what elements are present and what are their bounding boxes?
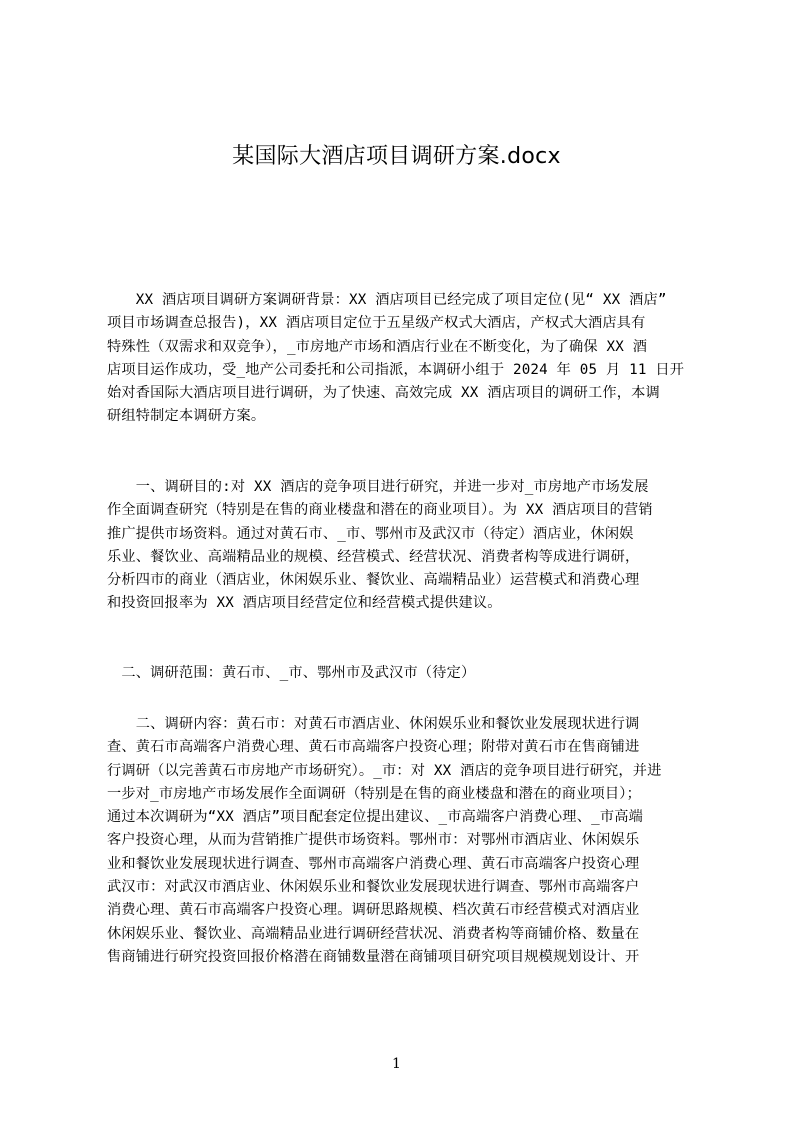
text-line: 一步对_市房地产市场发展作全面调研（特别是在售的商业楼盘和潜在的商业项目）； (107, 785, 641, 802)
text-line: 通过本次调研为“XX 酒店”项目配套定位提出建议、_市高端客户消费心理、_市高端 (107, 809, 643, 826)
text-line: 分析四市的商业（酒店业，休闲娱乐业、餐饮业、高端精品业）运营模式和消费心理 (107, 572, 640, 589)
paragraph-scope (107, 662, 697, 685)
text-line: 行调研（以完善黄石市房地产市场研究）。_市：对 XX 酒店的竞争项目进行研究，并进 (107, 762, 662, 779)
text-line: 项目市场调查总报告)，XX 酒店项目定位于五星级产权式大酒店，产权式大酒店具有 (107, 315, 646, 332)
paragraph-background (107, 289, 697, 429)
text-line: 客户投资心理，从而为营销推广提供市场资料。鄂州市：对鄂州市酒店业、休闲娱乐 (107, 832, 640, 849)
text-line: 研组特制定本调研方案。 (107, 408, 266, 425)
document-title: 某国际大酒店项目调研方案.docx (232, 144, 561, 169)
text-line: 消费心理、黄石市高端客户投资心理。调研思路规模、档次黄石市经营模式对酒店业 (107, 902, 640, 919)
paragraph-purpose (107, 476, 697, 616)
text-line: 休闲娱乐业、餐饮业、高端精品业进行调研经营状况、消费者构等商铺价格、数量在 (107, 925, 640, 942)
text-line: XX 酒店项目调研方案调研背景：XX 酒店项目已经完成了项目定位(见“ XX 酒店” (107, 292, 667, 308)
text-line: 一、调研目的:对 XX 酒店的竞争项目进行研究，并进一步对_市房地产市场发展 (107, 479, 649, 495)
text-line: 始对香国际大酒店项目进行调研，为了快速、高效完成 XX 酒店项目的调研工作，本调 (107, 385, 660, 402)
text-line: 二、调研范围：黄石市、_市、鄂州市及武汉市（待定） (107, 665, 476, 681)
text-line: 和投资回报率为 XX 酒店项目经营定位和经营模式提供建议。 (107, 595, 502, 612)
paragraph-content (107, 713, 697, 969)
text-line: 售商铺进行研究投资回报价格潜在商铺数量潜在商铺项目研究项目规模规划设计、开 (107, 948, 640, 965)
text-line: 乐业、餐饮业、高端精品业的规模、经营模式、经营状况、消费者构等成进行调研， (107, 548, 640, 565)
text-line: 二、调研内容：黄石市：对黄石市酒店业、休闲娱乐业和餐饮业发展现状进行调 (107, 716, 640, 732)
text-line: 查、黄石市高端客户消费心理、黄石市高端客户投资心理；附带对黄石市在售商铺进 (107, 739, 640, 756)
text-line: 推广提供市场资料。通过对黄石市、_市、鄂州市及武汉市（待定）酒店业，休闲娱 (107, 525, 634, 542)
text-line: 业和餐饮业发展现状进行调查、鄂州市高端客户消费心理、黄石市高端客户投资心理 (107, 855, 640, 872)
text-line: 武汉市：对武汉市酒店业、休闲娱乐业和餐饮业发展现状进行调查、鄂州市高端客户 (107, 879, 640, 896)
text-line: 店项目运作成功，受_地产公司委托和公司指派，本调研小组于 2024 年 05 月 11 日开 (107, 361, 685, 378)
text-line: 作全面调查研究（特别是在售的商业楼盘和潜在的商业项目）。为 XX 酒店项目的营销 (107, 502, 653, 519)
text-line: 特殊性（双需求和双竞争），_市房地产市场和酒店行业在不断变化，为了确保 XX 酒 (107, 338, 648, 355)
page-number: 1 (392, 1056, 401, 1072)
